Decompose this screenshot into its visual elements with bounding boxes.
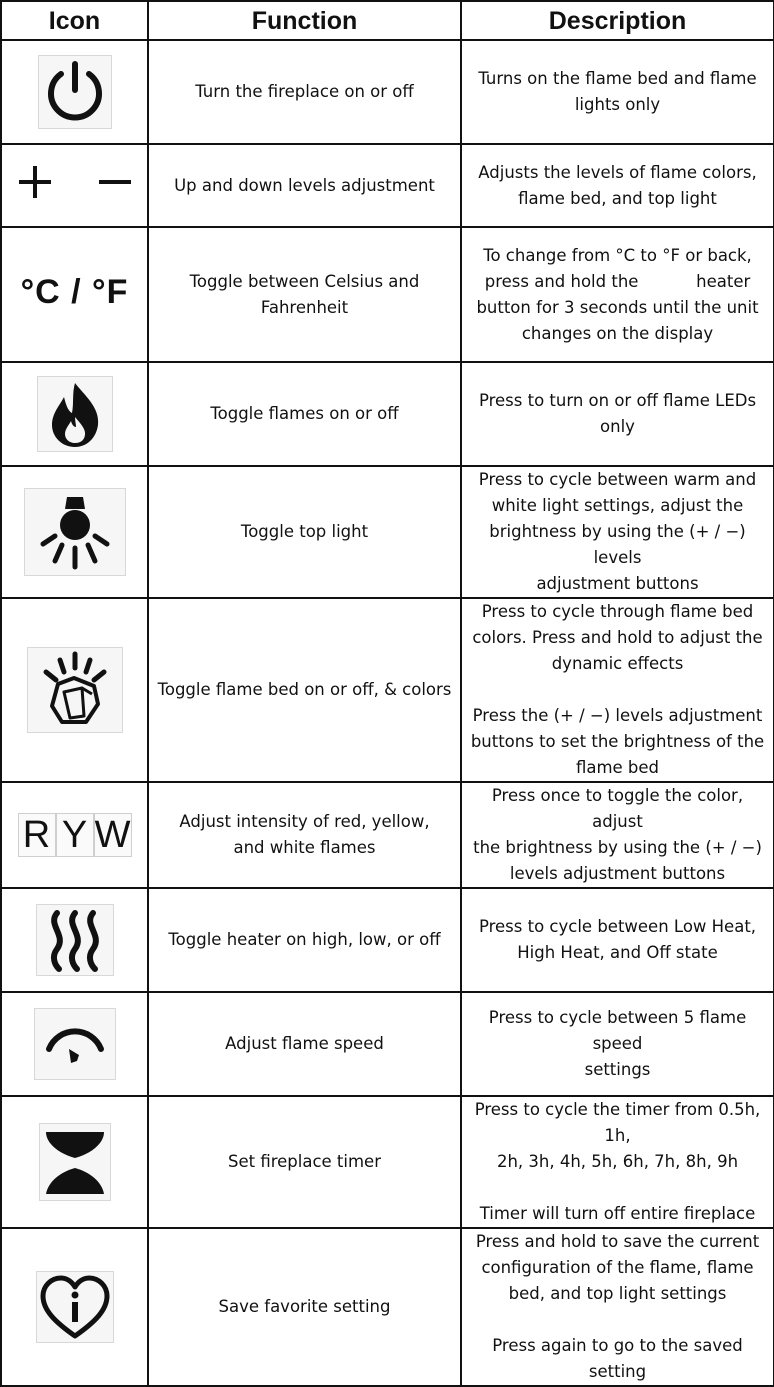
yellow-letter: Y	[56, 813, 94, 857]
icon-cell	[1, 1228, 148, 1386]
ryw-icon	[18, 813, 132, 857]
icon-cell	[1, 362, 148, 466]
top-light-icon	[24, 488, 126, 576]
table-row	[1, 782, 774, 888]
table-row	[1, 598, 774, 782]
description-cell: To change from °C to °F or back, press and hold the heater button for 3 seconds until the unit changes on the display	[461, 227, 774, 362]
description-cell: Press to cycle the timer from 0.5h, 1h, 2h, 3h, 4h, 5h, 6h, 7h, 8h, 9h Timer will turn off entire fireplace	[461, 1096, 774, 1228]
red-letter: R	[18, 813, 56, 857]
function-cell: Adjust intensity of red, yellow, and white flames	[148, 782, 461, 888]
description-cell: Press and hold to save the current configuration of the flame, flame bed, and top light settings Press again to go to the saved setting	[461, 1228, 774, 1386]
timer-icon	[39, 1123, 111, 1201]
icon-cell	[1, 40, 148, 144]
function-cell: Toggle heater on high, low, or off	[148, 888, 461, 992]
favorite-heart-icon	[36, 1271, 114, 1343]
table-row	[1, 1228, 774, 1386]
function-cell: Up and down levels adjustment	[148, 144, 461, 227]
icon-cell	[1, 598, 148, 782]
plus-icon	[15, 162, 55, 202]
description-cell: Press to cycle between 5 flame speed settings	[461, 992, 774, 1096]
power-icon	[38, 55, 112, 129]
table-row	[1, 227, 774, 362]
description-cell: Press to turn on or off flame LEDs only	[461, 362, 774, 466]
table-row	[1, 40, 774, 144]
celsius-fahrenheit-icon: °C / °F	[20, 272, 129, 311]
function-cell: Set fireplace timer	[148, 1096, 461, 1228]
header-function: Function	[148, 1, 461, 40]
icon-cell	[1, 782, 148, 888]
table-row	[1, 1096, 774, 1228]
table-row	[1, 144, 774, 227]
function-cell: Turn the fireplace on or off	[148, 40, 461, 144]
function-cell: Adjust flame speed	[148, 992, 461, 1096]
function-cell: Toggle between Celsius and Fahrenheit	[148, 227, 461, 362]
icon-cell	[1, 144, 148, 227]
function-cell: Toggle flames on or off	[148, 362, 461, 466]
icon-cell	[1, 1096, 148, 1228]
description-cell: Press to cycle between warm and white light settings, adjust the brightness by using the (+ / −) levels adjustment buttons	[461, 466, 774, 598]
header-description: Description	[461, 1, 774, 40]
table-row	[1, 362, 774, 466]
description-cell: Turns on the flame bed and flame lights only	[461, 40, 774, 144]
function-cell: Toggle flame bed on or off, & colors	[148, 598, 461, 782]
flame-bed-icon	[27, 647, 123, 733]
function-cell: Save favorite setting	[148, 1228, 461, 1386]
function-cell: Toggle top light	[148, 466, 461, 598]
header-icon: Icon	[1, 1, 148, 40]
icon-cell	[1, 466, 148, 598]
white-letter: W	[94, 814, 131, 856]
description-cell: Adjusts the levels of flame colors, flame bed, and top light	[461, 144, 774, 227]
plus-minus-icon	[15, 162, 135, 202]
table-row	[1, 888, 774, 992]
header-row	[1, 1, 774, 40]
flame-icon	[37, 376, 113, 452]
icon-cell	[1, 227, 148, 362]
description-cell: Press to cycle through flame bed colors. Press and hold to adjust the dynamic effects Press the (+ / −) levels adjustment buttons to set the brightness of the flame bed	[461, 598, 774, 782]
icon-cell	[1, 992, 148, 1096]
minus-icon	[95, 162, 135, 202]
table-row	[1, 466, 774, 598]
flame-speed-icon	[34, 1008, 116, 1080]
description-cell: Press once to toggle the color, adjust the brightness by using the (+ / −) levels adjustment buttons	[461, 782, 774, 888]
heater-icon	[36, 904, 114, 976]
icon-cell	[1, 888, 148, 992]
table-row	[1, 992, 774, 1096]
description-cell: Press to cycle between Low Heat, High Heat, and Off state	[461, 888, 774, 992]
